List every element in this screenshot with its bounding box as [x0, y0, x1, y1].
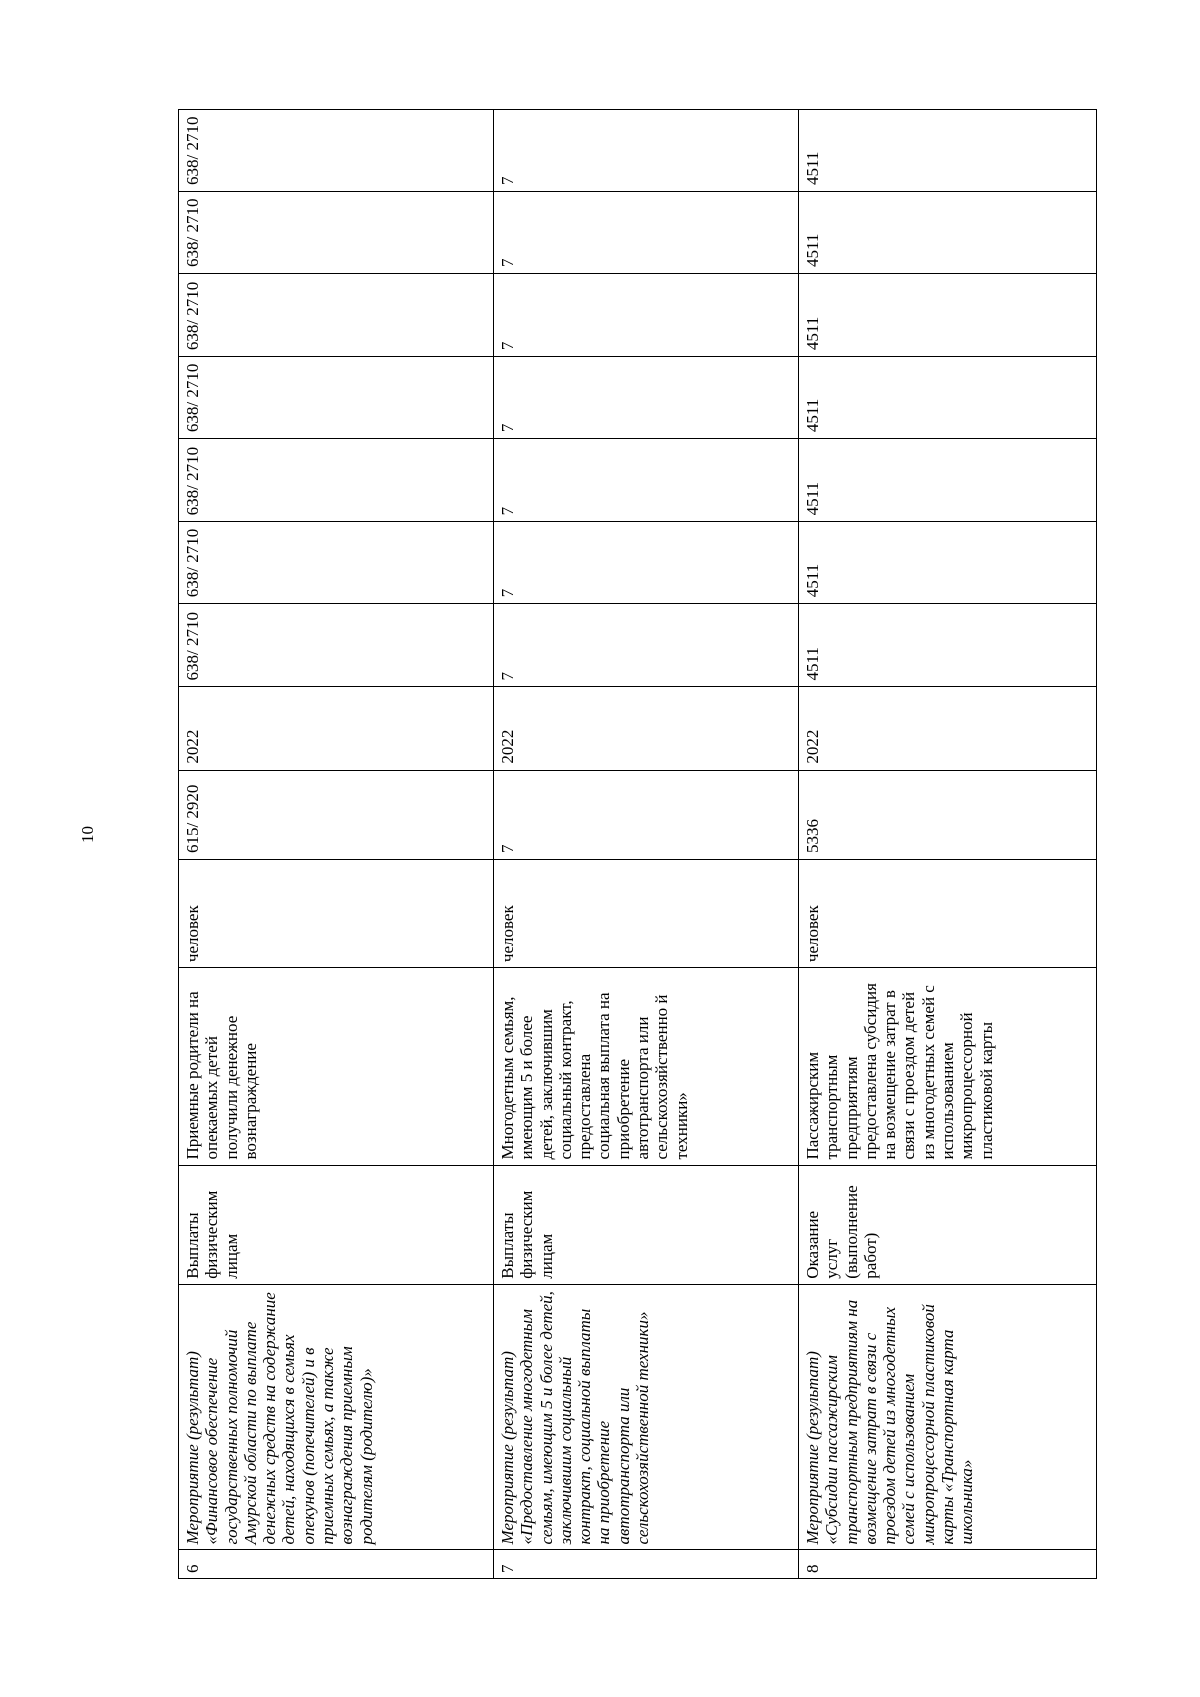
- value-cell: 638/ 2710: [179, 439, 494, 522]
- value-cell: 638/ 2710: [179, 522, 494, 604]
- value-cell: 638/ 2710: [179, 110, 494, 192]
- results-table: [178, 109, 1096, 1579]
- value-cell: 638/ 2710: [179, 192, 494, 274]
- row-number: 8: [799, 1550, 1097, 1579]
- value-cell: 4511: [799, 192, 1097, 274]
- table-row: [494, 110, 799, 1579]
- type-cell: Выплаты физическим лицам: [494, 1165, 799, 1284]
- characteristic-cell: Пассажирским транспортным предприятиям предоставлена субсидия на возмещение затрат в связи с проездом детей из многодетных семей с использованием микропроцессорной пластиковой карты: [799, 968, 1097, 1165]
- value-cell: 4511: [799, 604, 1097, 687]
- value-cell: 7: [494, 192, 799, 274]
- value-cell: 638/ 2710: [179, 357, 494, 439]
- row-number: 7: [494, 1550, 799, 1579]
- type-cell: Выплаты физическим лицам: [179, 1165, 494, 1284]
- table-row: [799, 110, 1097, 1579]
- unit-cell: человек: [179, 860, 494, 968]
- base-value-cell: 5336: [799, 770, 1097, 859]
- base-year-cell: 2022: [179, 687, 494, 770]
- value-cell: 7: [494, 522, 799, 604]
- value-cell: 4511: [799, 522, 1097, 604]
- activity-cell: Мероприятие (результат) «Финансовое обеспечение государственных полномочий Амурской области по выплате денежных средств на содержание детей, находящихся в семьях опекунов (попечителей) и в приемных семьях, а также вознаграждения приемным родителям (родителю)»: [179, 1284, 494, 1550]
- characteristic-cell: Приемные родители на опекаемых детей получили денежное вознаграждение: [179, 968, 494, 1165]
- characteristic-cell: Многодетным семьям, имеющим 5 и более детей, заключившим социальный контракт, предоставлена социальная выплата на приобретение автотранспорта или сельскохозяйственно й техники»: [494, 968, 799, 1165]
- unit-cell: человек: [494, 860, 799, 968]
- value-cell: 638/ 2710: [179, 604, 494, 687]
- base-value-cell: 615/ 2920: [179, 770, 494, 859]
- value-cell: 4511: [799, 439, 1097, 522]
- value-cell: 4511: [799, 357, 1097, 439]
- base-year-cell: 2022: [799, 687, 1097, 770]
- base-value-cell: 7: [494, 770, 799, 859]
- activity-cell: Мероприятие (результат) «Субсидии пассажирским транспортным предприятиям на возмещение затрат в связи с проездом детей из многодетных семей с использованием микропроцессорной пластиковой карты «Транспортная карта школьника»: [799, 1284, 1097, 1550]
- activity-cell: Мероприятие (результат) «Предоставление многодетным семьям, имеющим 5 и более детей, заключившим социальный контракт, социальной выплаты на приобретение автотранспорта или сельскохозяйственной техники»: [494, 1284, 799, 1550]
- value-cell: 7: [494, 110, 799, 192]
- value-cell: 4511: [799, 273, 1097, 356]
- value-cell: 7: [494, 357, 799, 439]
- table-row: [179, 110, 494, 1579]
- value-cell: 7: [494, 439, 799, 522]
- row-number: 6: [179, 1550, 494, 1579]
- value-cell: 4511: [799, 110, 1097, 192]
- page-number: 10: [78, 826, 97, 843]
- value-cell: 7: [494, 273, 799, 356]
- unit-cell: человек: [799, 860, 1097, 968]
- type-cell: Оказание услуг (выполнение работ): [799, 1165, 1097, 1284]
- value-cell: 7: [494, 604, 799, 687]
- base-year-cell: 2022: [494, 687, 799, 770]
- value-cell: 638/ 2710: [179, 273, 494, 356]
